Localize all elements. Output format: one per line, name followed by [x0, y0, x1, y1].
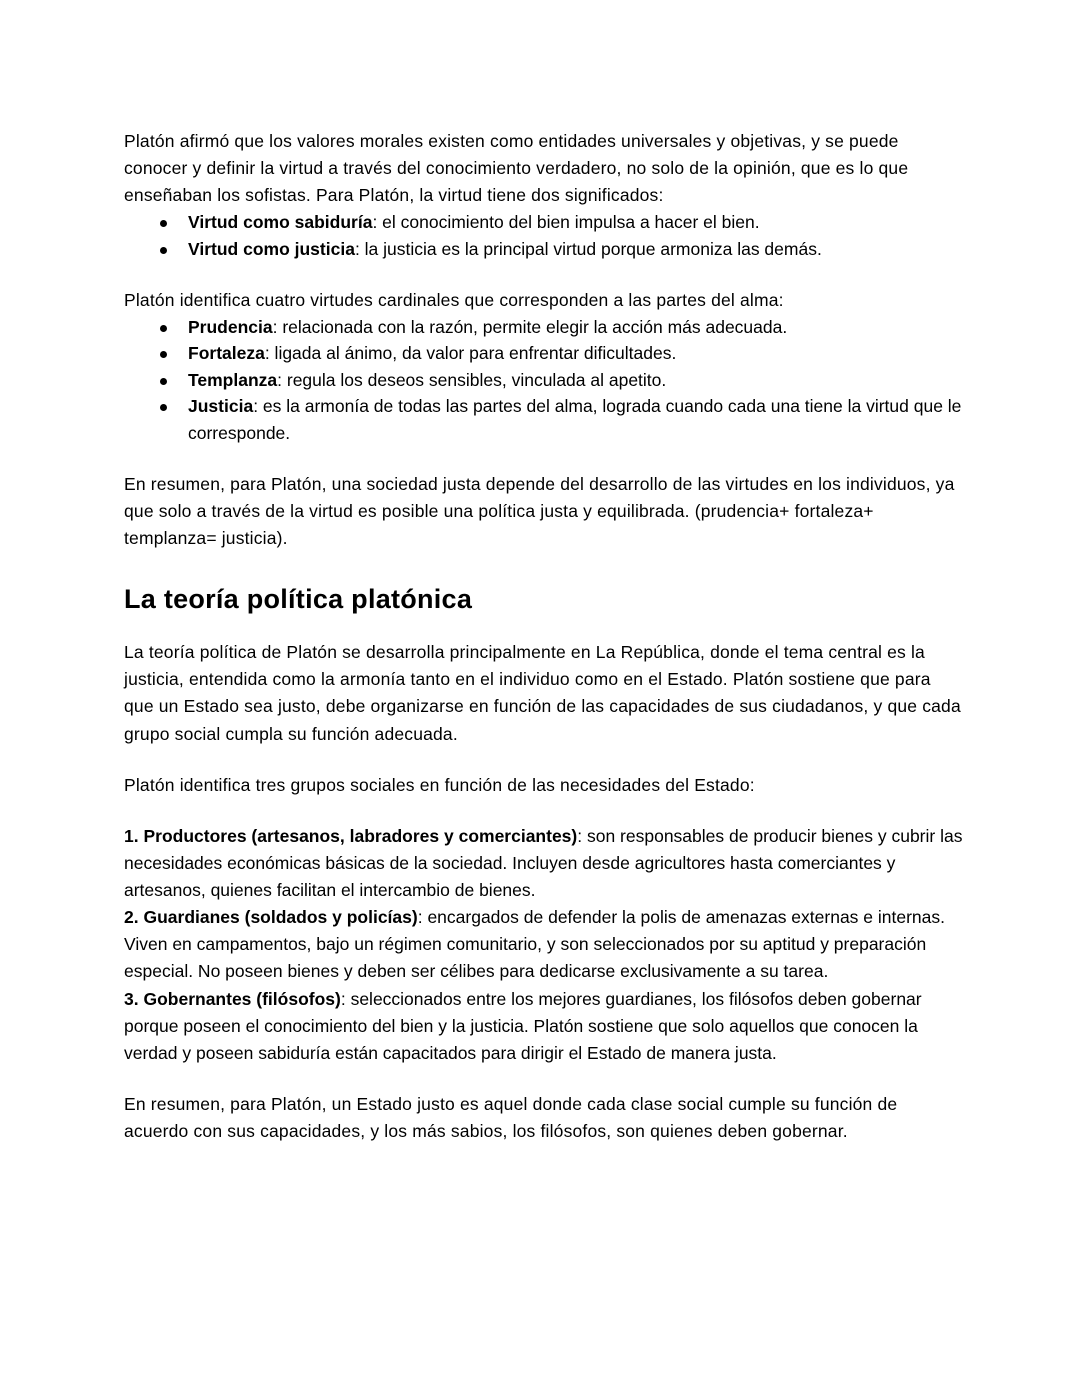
- spacer: [124, 617, 964, 639]
- section-heading: La teoría política platónica: [124, 584, 473, 615]
- spacer: [124, 447, 964, 471]
- list-item-text: : el conocimiento del bien impulsa a hacer el bien.: [372, 212, 760, 233]
- spacer: [124, 748, 964, 772]
- virtues-summary-paragraph: En resumen, para Platón, una sociedad justa depende del desarrollo de las virtudes en los individuos, ya que solo a través de la virtud es posible una política justa y equilibrada. (prudencia+ fortaleza+ templanza= justicia).: [124, 473, 955, 548]
- list-item-term: Virtud como sabiduría: [188, 212, 373, 233]
- list-item-text: : seleccionados entre los mejores guardianes, los filósofos deben gobernar porque poseen el conocimiento del bien y la justicia. Platón sostiene que solo aquellos que conocen la verdad y poseen sabiduría están capacitados para dirigir el Estado de manera justa.: [124, 988, 922, 1063]
- list-item: [124, 986, 964, 1067]
- list-item-number: 3.: [124, 988, 144, 1009]
- list-item-term: Gobernantes (filósofos): [143, 988, 341, 1009]
- list-item-text: : relacionada con la razón, permite elegir la acción más adecuada.: [272, 316, 788, 337]
- list-item: [124, 904, 964, 985]
- intro-paragraph: Platón afirmó que los valores morales existen como entidades universales y objetivas, y se puede conocer y definir la virtud a través del conocimiento verdadero, no solo de la opinión, que es lo que enseñaban los sofistas. Para Platón, la virtud tiene dos significados:: [124, 131, 909, 206]
- bullet-dot-icon: [160, 378, 167, 385]
- document-body: [124, 128, 964, 1145]
- virtue-meanings-list: [124, 209, 964, 262]
- list-item: [124, 209, 964, 236]
- list-item-text: : ligada al ánimo, da valor para enfrentar dificultades.: [264, 343, 677, 364]
- list-item-text: : regula los deseos sensibles, vinculada al apetito.: [277, 369, 667, 390]
- list-item-term: Guardianes (soldados y policías): [143, 907, 418, 928]
- list-item-term: Fortaleza: [188, 343, 265, 364]
- bullet-dot-icon: [160, 404, 167, 411]
- cardinal-intro-paragraph: Platón identifica cuatro virtudes cardinales que corresponden a las partes del alma:: [124, 289, 784, 310]
- cardinal-virtues-list: [124, 314, 964, 447]
- bullet-dot-icon: [160, 351, 167, 358]
- political-intro-paragraph: La teoría política de Platón se desarrolla principalmente en La República, donde el tema central es la justicia, entendida como la armonía tanto en el individuo como en el Estado. Platón sostiene que para que un Estado sea justo, debe organizarse en función de las capacidades de sus ciudadanos, y que cada grupo social cumpla su función adecuada.: [124, 642, 961, 744]
- list-item-term: Justicia: [188, 396, 254, 417]
- list-item-text: : es la armonía de todas las partes del alma, lograda cuando cada una tiene la virtud que le corresponde.: [188, 396, 962, 444]
- list-item-term: Templanza: [188, 369, 278, 390]
- list-item-term: Productores (artesanos, labradores y comerciantes): [143, 825, 578, 846]
- list-item-number: 2.: [124, 907, 144, 928]
- list-item-text: : la justicia es la principal virtud porque armoniza las demás.: [354, 238, 822, 259]
- list-item: [124, 340, 964, 367]
- spacer: [124, 552, 964, 582]
- list-item: [124, 367, 964, 394]
- spacer: [124, 799, 964, 823]
- bullet-dot-icon: [160, 247, 167, 254]
- list-item-text: : son responsables de producir bienes y cubrir las necesidades económicas básicas de la sociedad. Incluyen desde agricultores hasta comerciantes y artesanos, quienes facilitan el intercambio de bienes.: [124, 825, 963, 900]
- groups-intro-paragraph: Platón identifica tres grupos sociales en función de las necesidades del Estado:: [124, 774, 755, 795]
- social-groups-list: [124, 823, 964, 1067]
- list-item: [124, 393, 964, 446]
- spacer: [124, 1067, 964, 1091]
- spacer: [124, 263, 964, 287]
- list-item: [124, 314, 964, 341]
- list-item-text: : encargados de defender la polis de amenazas externas e internas. Viven en campamentos, bajo un régimen comunitario, y son seleccionados por su aptitud y preparación especial. No poseen bienes y deben ser célibes para dedicarse exclusivamente a su tarea.: [124, 907, 946, 982]
- bullet-dot-icon: [160, 220, 167, 227]
- list-item-term: Virtud como justicia: [188, 238, 355, 259]
- list-item-term: Prudencia: [188, 316, 273, 337]
- state-summary-paragraph: En resumen, para Platón, un Estado justo es aquel donde cada clase social cumple su función de acuerdo con sus capacidades, y los más sabios, los filósofos, son quienes deben gobernar.: [124, 1093, 898, 1141]
- list-item-number: 1.: [124, 825, 144, 846]
- bullet-dot-icon: [160, 325, 167, 332]
- list-item: [124, 823, 964, 904]
- list-item: [124, 236, 964, 263]
